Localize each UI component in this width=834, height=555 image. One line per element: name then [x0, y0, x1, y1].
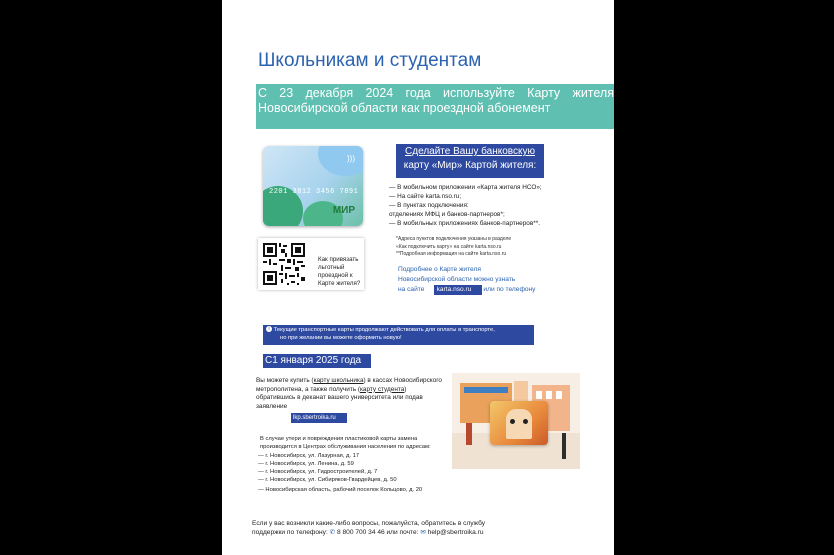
qr-code-icon[interactable]: [261, 241, 307, 287]
bank-card-image: [263, 146, 363, 226]
qr-caption: [318, 256, 360, 288]
buy-text: Вы можете купить (: [256, 377, 314, 384]
phone-icon: ✆: [329, 529, 336, 536]
more-line1: Подробнее о Карте жителя: [398, 266, 481, 273]
footnote: «Как подключить карту» на сайте karta.nso.ru: [396, 243, 502, 250]
qr-caption-line: Карте жителя?: [318, 280, 361, 287]
more-prefix: на сайте: [398, 286, 425, 293]
lost-line1: В случае утери и повреждения пластиковой карты замена: [260, 436, 418, 442]
qr-caption-line: Как привязать: [318, 256, 359, 263]
buy-paragraph: [256, 377, 442, 411]
lost-line2: производится в Центрах обслуживания населения по адресам:: [260, 443, 431, 450]
list-item: — В мобильных приложениях банков-партнеров**.: [389, 220, 540, 227]
list-item: — В пунктах подключения:: [389, 202, 469, 209]
contactless-icon: ))): [347, 154, 355, 163]
list-item: — г. Новосибирск, ул. Сибиряков-Гвардейцев, д. 50: [258, 477, 397, 483]
list-item: — В мобильном приложении «Карта жителя НСО»;: [389, 184, 542, 191]
buy-text: ) в кассах Новосибирского метрополитена, а также получить (: [256, 377, 442, 393]
footnotes: [396, 236, 511, 259]
qr-caption-line: льготный: [318, 264, 345, 271]
footer-line1: Если у вас возникли какие-либо вопросы, пожалуйста, обратитесь в службу: [252, 520, 486, 527]
more-line2: Новосибирской области можно узнать: [398, 276, 516, 283]
more-info: [398, 265, 535, 295]
notice-line2: но при желании вы можете оформить новую!: [280, 335, 402, 341]
transport-card-illustration: [452, 373, 580, 469]
more-suffix: или по телефону: [483, 286, 536, 293]
card-number: 2201 3812 3456 7891: [269, 188, 359, 196]
list-item: — г. Новосибирск, ул. Гидростроителей, д. 7: [258, 469, 378, 475]
cta-line2: карту «Мир» Картой жителя:: [403, 160, 537, 171]
ways-list: [389, 183, 542, 228]
region-address: — Новосибирская область, рабочий поселок Кольцово, д. 20: [258, 487, 423, 493]
list-item: — На сайте karta.nso.ru;: [389, 193, 462, 200]
intro-banner: С 23 декабря 2024 года используйте Карту жителя Новосибирской области как проездной абонемент: [256, 84, 614, 129]
footer-mid: или почте:: [384, 529, 421, 536]
school-card-link[interactable]: карту школьника: [313, 377, 364, 384]
address-list: [258, 452, 397, 484]
list-item: — г. Новосибирск, ул. Ленина, д. 59: [258, 461, 354, 467]
footnote: *Адреса пунктов подключения указаны в разделе: [396, 236, 512, 242]
document-page: [222, 0, 614, 555]
section-heading-2025: С1 января 2025 года: [263, 354, 371, 368]
qr-caption-line: проездной к: [318, 272, 353, 279]
karta-site-link[interactable]: karta.nso.ru: [434, 285, 482, 295]
student-card-link[interactable]: карту студента: [359, 385, 405, 393]
mail-icon: ✉: [420, 529, 426, 536]
buy-text: ) обратившись в деканат вашего университета или подав заявление: [256, 385, 423, 410]
support-phone[interactable]: 8 800 700 34 46: [336, 529, 385, 536]
cta-box: [396, 144, 544, 178]
list-item: — г. Новосибирск, ул. Лазурная, д. 17: [258, 453, 360, 459]
support-footer: [252, 519, 485, 537]
list-item: отделениях МФЦ и банков-партнеров*;: [389, 211, 505, 218]
footnote: **Подробная информация на сайте karta.nso.ru: [396, 251, 507, 257]
cta-line1: Сделайте Вашу банковскую: [405, 146, 535, 157]
info-icon: i: [266, 326, 272, 332]
support-email[interactable]: help@sbertroika.ru: [427, 529, 484, 536]
footer-line2: поддержки по телефону:: [252, 529, 330, 536]
lost-card-text: [260, 436, 431, 451]
lkp-site-link[interactable]: lkp.sbertroika.ru: [291, 413, 347, 423]
transport-notice: [263, 325, 534, 345]
school-card-image: [490, 401, 548, 445]
page-title: Школьникам и студентам: [258, 50, 482, 71]
mir-logo: МИР: [332, 205, 355, 216]
notice-line1: Текущие транспортные карты продолжают действовать для оплаты в транспорте,: [273, 327, 495, 333]
